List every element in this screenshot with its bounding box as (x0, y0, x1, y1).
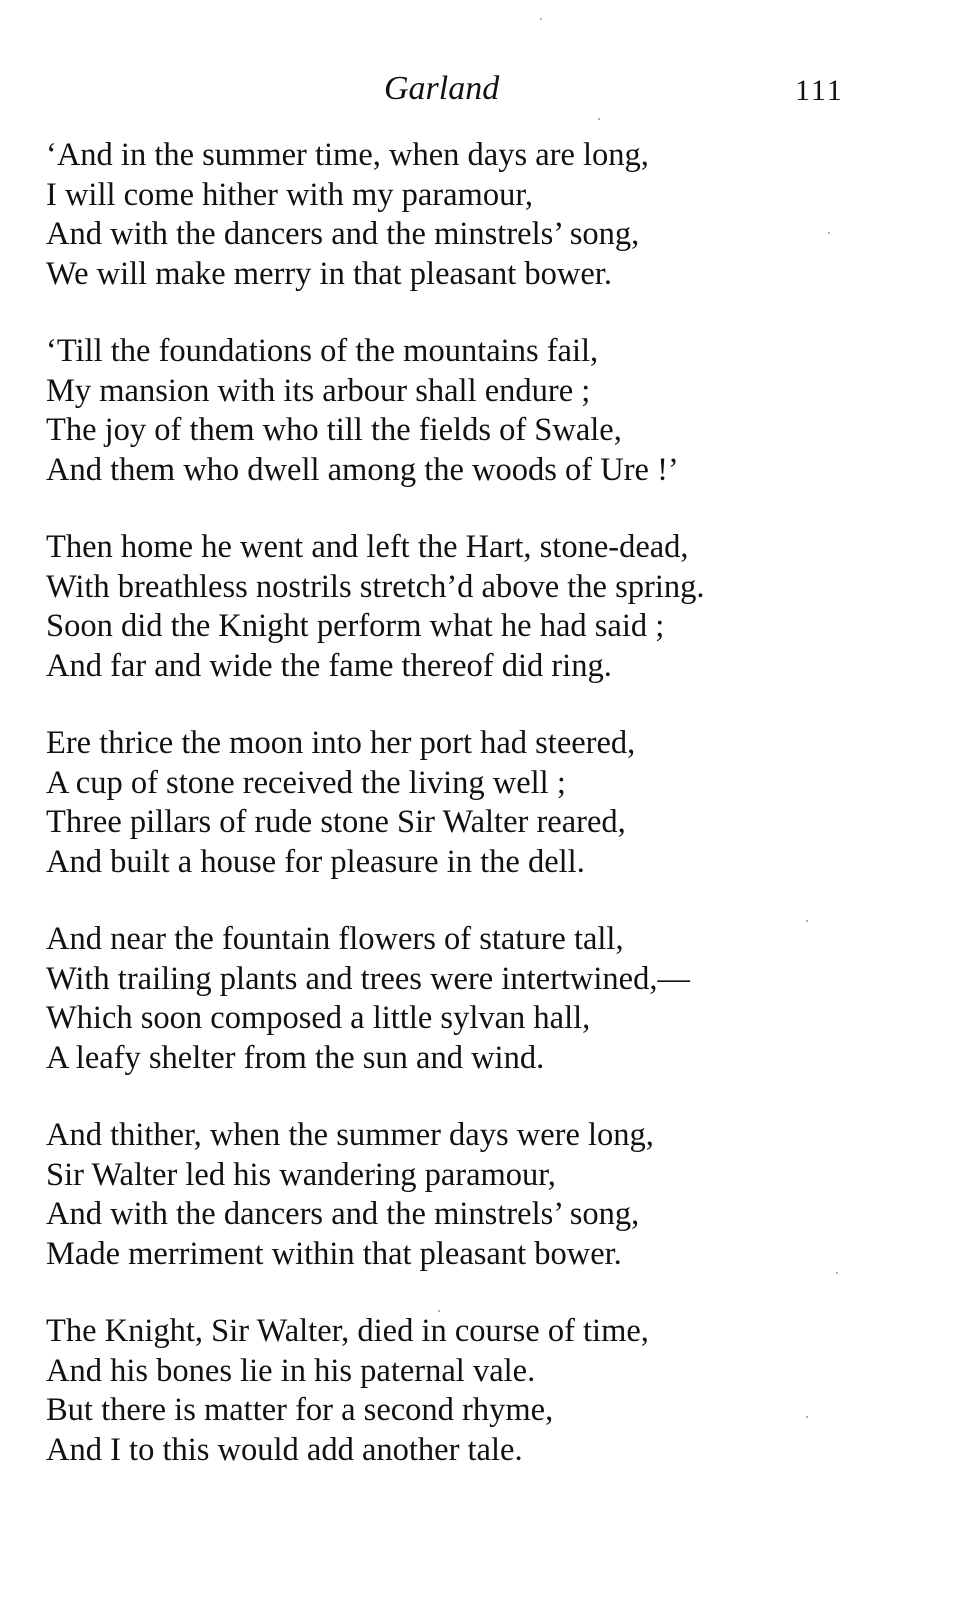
poem-line: Soon did the Knight perform what he had said ; (46, 608, 665, 644)
poem-line: My mansion with its arbour shall endure ; (46, 372, 591, 409)
poem-line: And with the dancers and the minstrels’ song, (46, 216, 640, 252)
poem-line: And built a house for pleasure in the dell. (46, 843, 585, 880)
poem-line: Then home he went and left the Hart, stone-dead, (46, 529, 689, 565)
poem-line: Three pillars of rude stone Sir Walter reared, (46, 804, 626, 840)
running-head-title: Garland (384, 70, 500, 107)
poem-line: A leafy shelter from the sun and wind. (46, 1039, 545, 1076)
scan-speck (836, 1272, 838, 1274)
scan-speck (806, 920, 808, 922)
poem-line: ‘And in the summer time, when days are long, (46, 137, 649, 173)
running-head (0, 64, 957, 114)
scan-speck (438, 1310, 440, 1312)
poem-line: ‘Till the foundations of the mountains fail, (46, 333, 599, 369)
page-number: 111 (795, 74, 844, 107)
poem-line: And far and wide the fame thereof did ring. (46, 647, 612, 684)
stanza (46, 136, 926, 294)
stanza (46, 724, 926, 882)
poem-line: I will come hither with my paramour, (46, 176, 533, 213)
poem-line: And thither, when the summer days were long, (46, 1117, 654, 1153)
stanza (46, 528, 926, 686)
poem-line: And his bones lie in his paternal vale. (46, 1352, 536, 1389)
stanza (46, 920, 926, 1078)
poem-line: Made merriment within that pleasant bower. (46, 1235, 622, 1272)
scan-speck (598, 118, 600, 120)
poem-line: And with the dancers and the minstrels’ song, (46, 1196, 640, 1232)
poem-line: And near the fountain flowers of stature tall, (46, 921, 624, 957)
poem-line: Sir Walter led his wandering paramour, (46, 1156, 556, 1193)
scan-speck (806, 1416, 808, 1418)
poem-body (46, 136, 926, 1508)
poem-line: With trailing plants and trees were intertwined,— (46, 960, 690, 997)
scan-speck (540, 18, 542, 20)
poem-line: Which soon composed a little sylvan hall, (46, 1000, 591, 1036)
scan-speck (828, 232, 830, 234)
stanza (46, 332, 926, 490)
poem-line: Ere thrice the moon into her port had steered, (46, 725, 636, 761)
poem-line: But there is matter for a second rhyme, (46, 1392, 554, 1428)
poem-line: We will make merry in that pleasant bower. (46, 255, 612, 292)
poem-line: With breathless nostrils stretch’d above the spring. (46, 568, 705, 605)
poem-line: A cup of stone received the living well ; (46, 764, 566, 801)
poem-line: And I to this would add another tale. (46, 1431, 523, 1468)
stanza (46, 1116, 926, 1274)
poem-line: And them who dwell among the woods of Ure !’ (46, 451, 679, 488)
stanza (46, 1312, 926, 1470)
poem-line: The Knight, Sir Walter, died in course of time, (46, 1313, 649, 1349)
poem-line: The joy of them who till the fields of Swale, (46, 412, 622, 448)
